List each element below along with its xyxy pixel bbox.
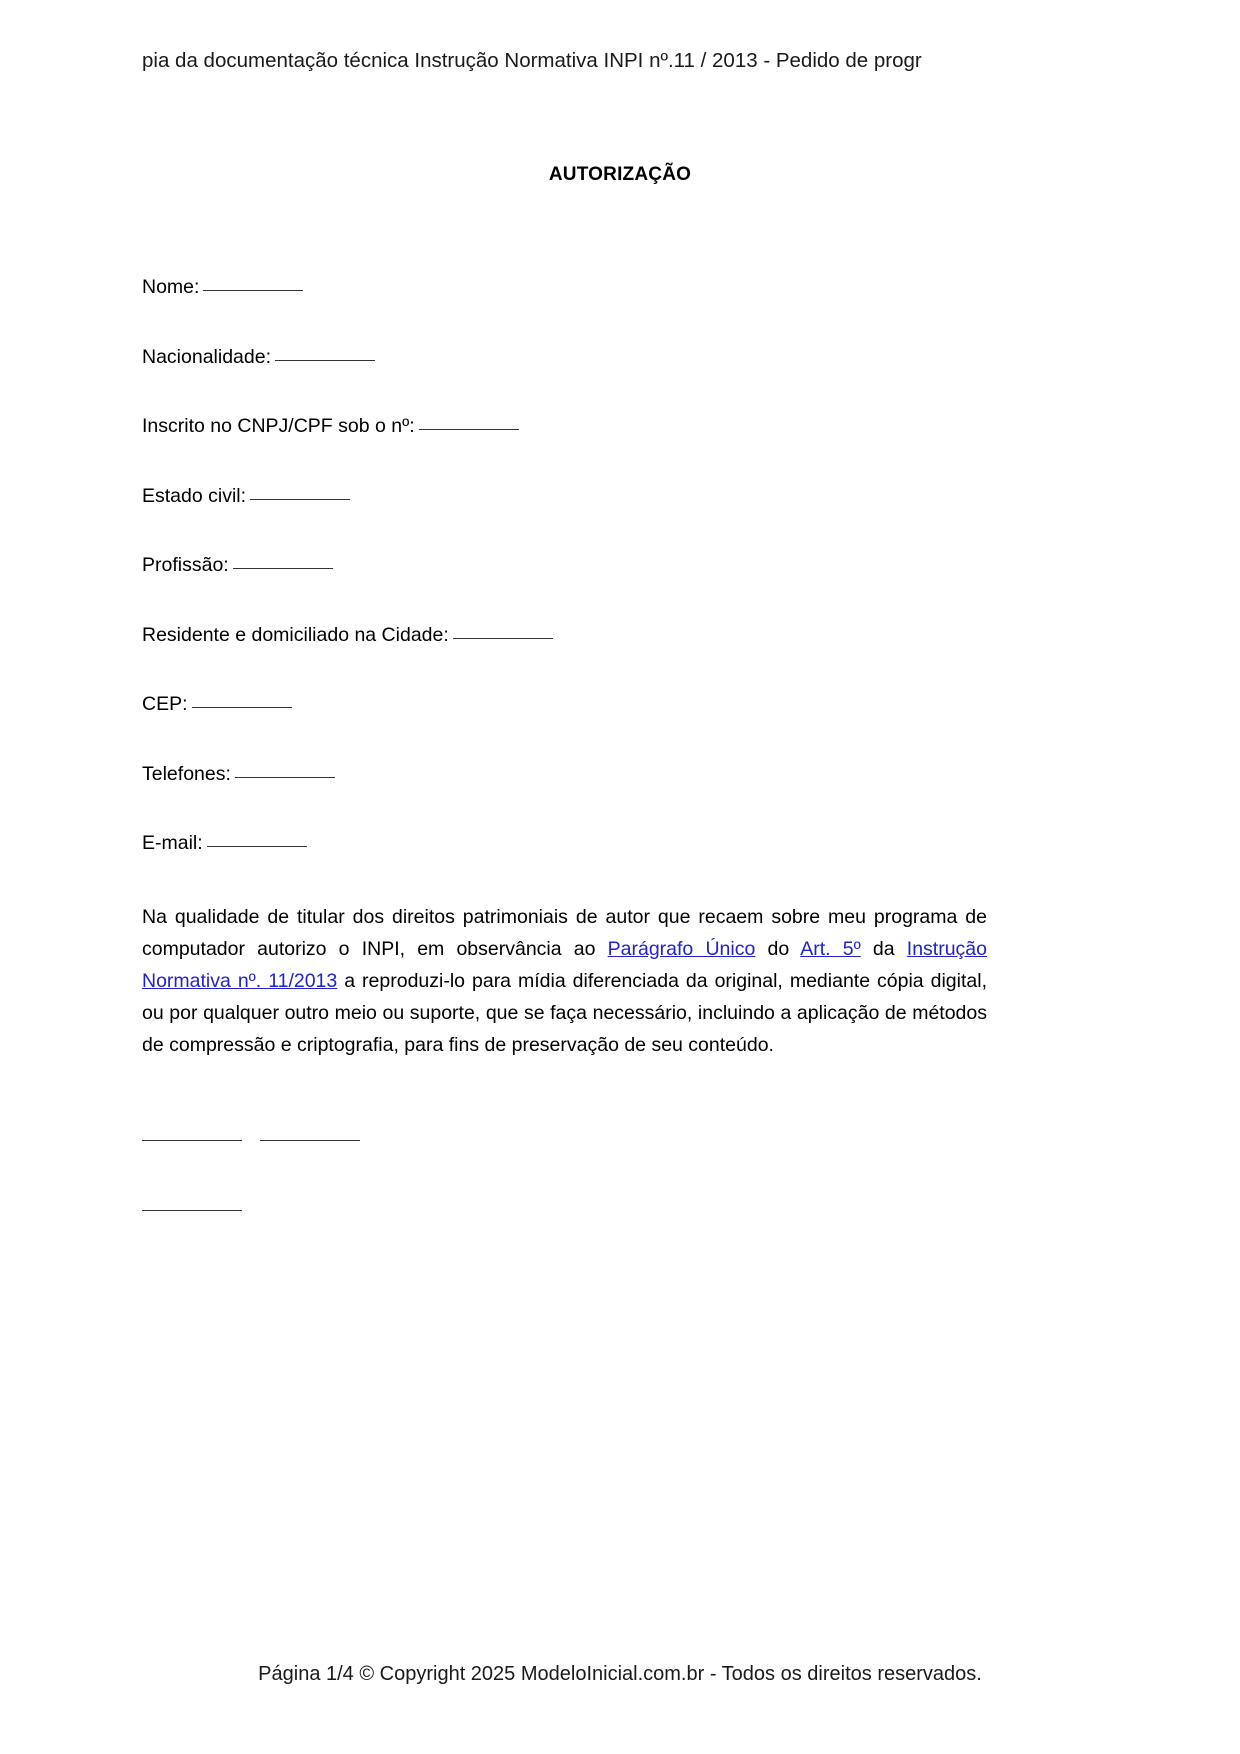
fill-in-blank[interactable] bbox=[453, 627, 553, 639]
paragraph-part-2: do bbox=[755, 937, 801, 960]
signature-line-row-2 bbox=[142, 1198, 987, 1216]
fill-in-blank[interactable] bbox=[203, 279, 303, 291]
paragraph-part-4: a reproduzi-lo para mídia diferenciada da original, mediante cópia digital, ou por qualquer outro meio ou suporte, que se faça necessário, incluindo a aplicação de métodos de compressão e criptografia, para fins de preservação de seu conteúdo. bbox=[142, 969, 987, 1056]
fill-in-blank[interactable] bbox=[207, 835, 307, 847]
field-label: Residente e domiciliado na Cidade: bbox=[142, 623, 449, 646]
paragraph-part-3: da bbox=[860, 937, 907, 960]
link-paragrafo-unico[interactable]: Parágrafo Único bbox=[607, 937, 756, 960]
link-instrucao-normativa[interactable]: Instrução Normativa nº. 11/2013 bbox=[142, 937, 987, 992]
form-field-email bbox=[142, 831, 987, 855]
fill-in-blank[interactable] bbox=[419, 418, 519, 430]
paragraph-part-1: Na qualidade de titular dos direitos patrimoniais de autor que recaem sobre meu programa de computador autorizo o INPI, em observância ao bbox=[142, 905, 987, 960]
form-field-telefones bbox=[142, 762, 987, 786]
form-fields bbox=[142, 275, 987, 1080]
form-field-nome bbox=[142, 275, 987, 299]
field-label: Nacionalidade: bbox=[142, 345, 272, 368]
form-field-cidade bbox=[142, 623, 987, 647]
signature-blank-2[interactable] bbox=[260, 1130, 360, 1141]
field-label: Nome: bbox=[142, 276, 200, 298]
page-footer: Página 1/4 © Copyright 2025 ModeloInicial.com.br - Todos os direitos reservados. bbox=[258, 1663, 982, 1685]
field-label: Profissão: bbox=[142, 554, 229, 576]
field-label: Telefones: bbox=[142, 762, 231, 785]
page-title: AUTORIZAÇÃO bbox=[548, 164, 692, 185]
form-field-profissao bbox=[142, 553, 987, 577]
form-field-nacionalidade bbox=[142, 345, 987, 369]
field-label: E-mail: bbox=[142, 832, 203, 854]
field-label: Inscrito no CNPJ/CPF sob o nº: bbox=[142, 415, 415, 437]
fill-in-blank[interactable] bbox=[235, 766, 335, 778]
page-header-text: pia da documentação técnica Instrução Normativa INPI nº.11 / 2013 - Pedido de progr bbox=[142, 49, 922, 72]
form-field-cep bbox=[142, 692, 987, 716]
signature-blank-1[interactable] bbox=[142, 1130, 242, 1141]
form-field-estado-civil bbox=[142, 484, 987, 508]
signature-area bbox=[142, 1128, 987, 1268]
signature-blank-3[interactable] bbox=[142, 1200, 242, 1211]
fill-in-blank[interactable] bbox=[233, 557, 333, 569]
form-field-cnpj-cpf bbox=[142, 414, 987, 438]
field-label: Estado civil: bbox=[142, 484, 247, 507]
fill-in-blank[interactable] bbox=[250, 488, 350, 500]
link-art-5[interactable]: Art. 5º bbox=[800, 937, 861, 960]
field-label: CEP: bbox=[142, 693, 188, 715]
fill-in-blank[interactable] bbox=[275, 349, 375, 361]
fill-in-blank[interactable] bbox=[192, 696, 292, 708]
authorization-paragraph bbox=[142, 901, 987, 1061]
signature-line-row-1 bbox=[142, 1128, 987, 1146]
